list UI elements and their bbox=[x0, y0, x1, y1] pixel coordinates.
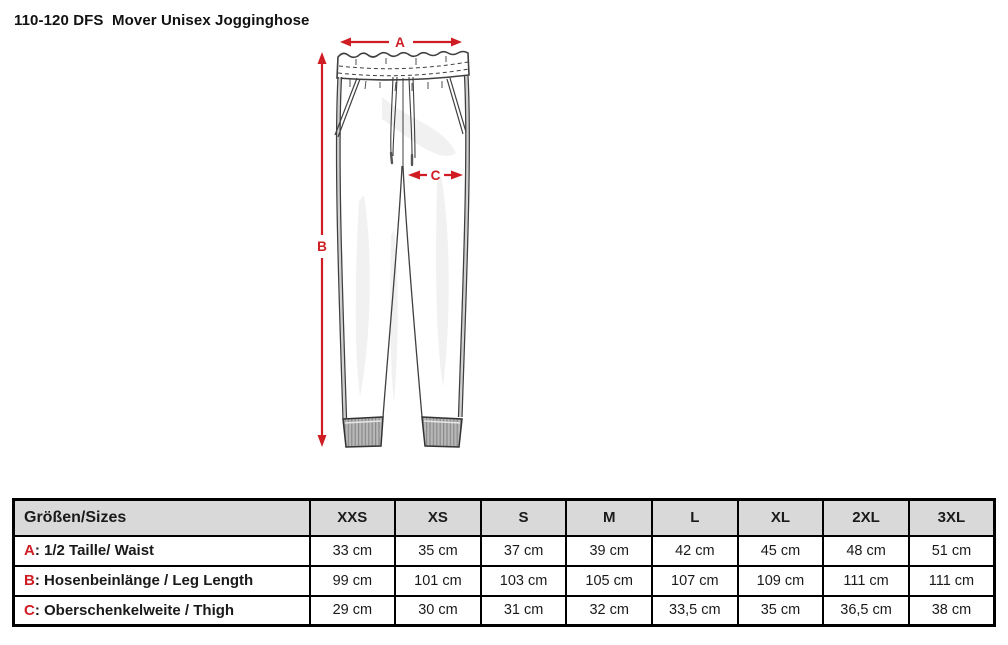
page-title: 110-120 DFS Mover Unisex Jogginghose bbox=[14, 12, 310, 29]
fabric-fold-watermark bbox=[356, 97, 456, 403]
table-row-waist bbox=[14, 536, 995, 566]
row-label-text-waist: : 1/2 Taille/ Waist bbox=[34, 542, 155, 559]
size-table-section bbox=[12, 498, 996, 627]
table-corner-header: Größen/Sizes bbox=[14, 500, 310, 536]
leg-length-value-m: 105 cm bbox=[566, 566, 652, 596]
waist-value-s: 37 cm bbox=[481, 536, 567, 566]
measure-arrow-thigh bbox=[408, 168, 463, 183]
thigh-value-xs: 30 cm bbox=[395, 596, 481, 626]
ribbed-cuffs bbox=[343, 417, 462, 447]
row-letter-a: A bbox=[24, 542, 35, 559]
row-letter-b: B bbox=[24, 572, 35, 589]
size-col-header-2xl: 2XL bbox=[823, 500, 909, 536]
leg-length-value-2xl: 111 cm bbox=[823, 566, 909, 596]
leg-length-value-xl: 109 cm bbox=[738, 566, 824, 596]
thigh-value-s: 31 cm bbox=[481, 596, 567, 626]
measure-arrow-leg-length bbox=[317, 52, 327, 447]
leg-length-value-l: 107 cm bbox=[652, 566, 738, 596]
thigh-value-2xl: 36,5 cm bbox=[823, 596, 909, 626]
size-col-header-3xl: 3XL bbox=[909, 500, 995, 536]
row-label-text-thigh: : Oberschenkelweite / Thigh bbox=[34, 601, 235, 619]
size-col-header-m: M bbox=[566, 500, 652, 536]
thigh-value-xxs: 29 cm bbox=[310, 596, 396, 626]
size-col-header-xs: XS bbox=[395, 500, 481, 536]
leg-length-value-s: 103 cm bbox=[481, 566, 567, 596]
size-col-header-xxs: XXS bbox=[310, 500, 396, 536]
waist-value-xxs: 33 cm bbox=[310, 536, 396, 566]
pants-technical-drawing bbox=[290, 25, 520, 475]
table-row-leg-length bbox=[14, 566, 995, 596]
leg-length-value-xs: 101 cm bbox=[395, 566, 481, 596]
leg-length-value-xxs: 99 cm bbox=[310, 566, 396, 596]
row-label-leg-length bbox=[14, 566, 310, 596]
pants-sketch-svg bbox=[290, 25, 520, 475]
waist-value-l: 42 cm bbox=[652, 536, 738, 566]
size-col-header-xl: XL bbox=[738, 500, 824, 536]
waist-value-3xl: 51 cm bbox=[909, 536, 995, 566]
size-col-header-s: S bbox=[481, 500, 567, 536]
row-label-text-leg-length: : Hosenbeinlänge / Leg Length bbox=[34, 572, 254, 589]
thigh-value-3xl: 38 cm bbox=[909, 596, 995, 626]
size-table bbox=[12, 498, 996, 627]
waist-value-xs: 35 cm bbox=[395, 536, 481, 566]
measure-label-b: B bbox=[317, 239, 327, 254]
thigh-value-xl: 35 cm bbox=[738, 596, 824, 626]
measure-arrow-waist bbox=[340, 35, 462, 50]
size-col-header-l: L bbox=[652, 500, 738, 536]
row-letter-c: C bbox=[24, 601, 35, 619]
thigh-value-m: 32 cm bbox=[566, 596, 652, 626]
table-header-row bbox=[14, 500, 995, 536]
waist-value-xl: 45 cm bbox=[738, 536, 824, 566]
pants-outline bbox=[337, 76, 470, 419]
waist-value-m: 39 cm bbox=[566, 536, 652, 566]
row-label-waist bbox=[14, 536, 310, 566]
measure-label-c: C bbox=[430, 168, 441, 183]
table-row-thigh bbox=[14, 596, 995, 626]
leg-length-value-3xl: 111 cm bbox=[909, 566, 995, 596]
measure-label-a: A bbox=[395, 35, 405, 50]
thigh-value-l: 33,5 cm bbox=[652, 596, 738, 626]
waist-value-2xl: 48 cm bbox=[823, 536, 909, 566]
row-label-thigh bbox=[14, 596, 310, 626]
